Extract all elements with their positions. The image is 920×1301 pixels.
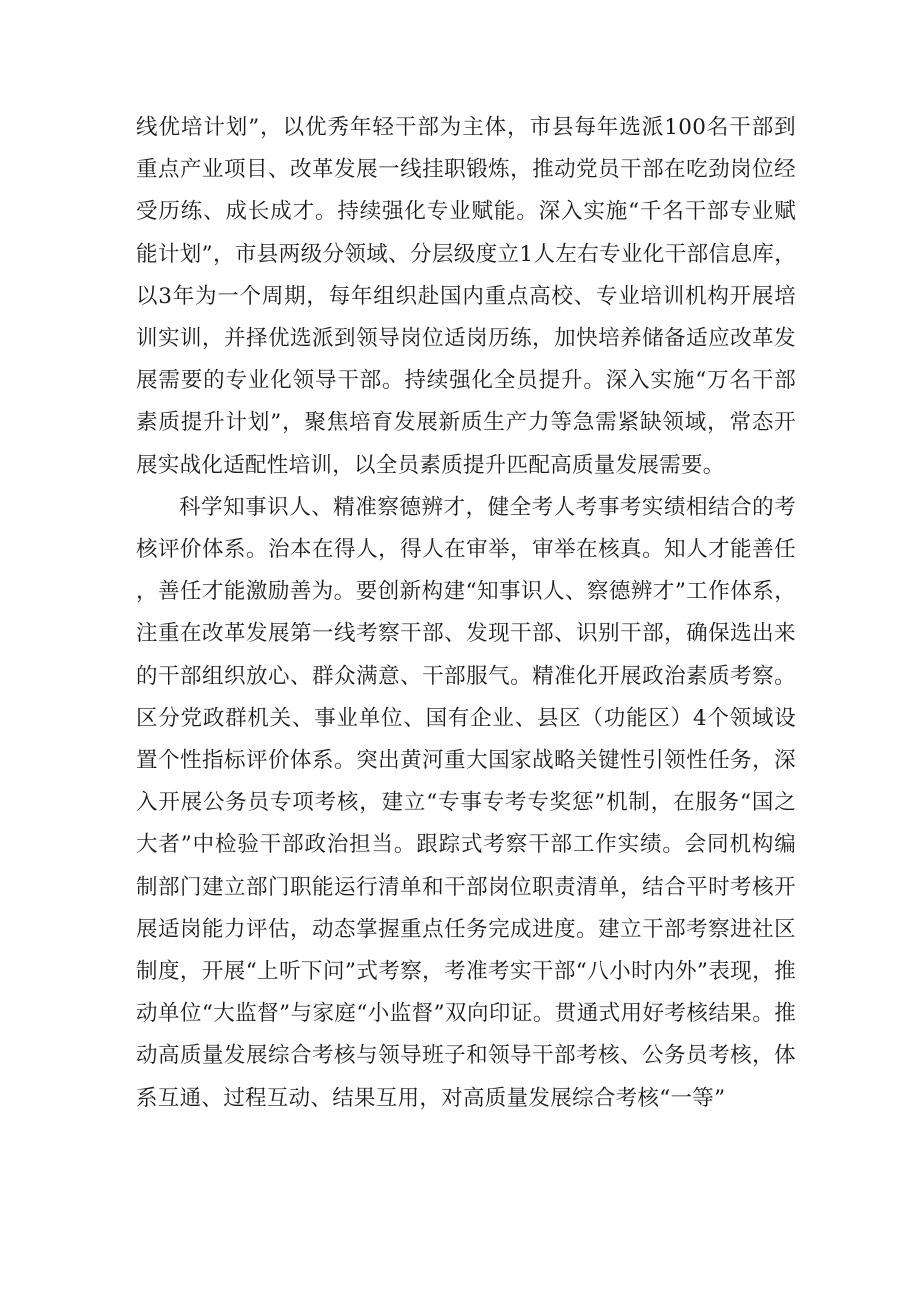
paragraph-evaluation-system: 科学知事识人、精准察德辨才，健全考人考事考实绩相结合的考核评价体系。治本在得人，得人在审举，审举在核真。知人才能善任，善任才能激励善为。要创新构建“知事识人、察德辨才”工作体系，注重在改革发展第一线考察干部、发现干部、识别干部，确保选出来的干部组织放心、群众满意、干部服气。精准化开展政治素质考察。区分党政群机关、事业单位、国有企业、县区（功能区）4个领域设置个性指标评价体系。突出黄河重大国家战略关键性引领性任务，深入开展公务员专项考核，建立“专事专考专奖惩”机制，在服务“国之大者”中检验干部政治担当。跟踪式考察干部工作实绩。会同机构编制部门建立部门职能运行清单和干部岗位职责清单，结合平时考核开展适岗能力评估，动态掌握重点任务完成进度。建立干部考察进社区制度，开展“上听下问”式考察，考准考实干部“八小时内外”表现，推动单位“大监督”与家庭“小监督”双向印证。贯通式用好考核结果。推动高质量发展综合考核与领导班子和领导干部考核、公务员考核，体系互通、过程互动、结果互用，对高质量发展综合考核“一等” [136,494,796,1111]
document-body [136,107,796,1120]
paragraph-continuation: 线优培计划”，以优秀年轻干部为主体，市县每年选派100名干部到重点产业项目、改革发展一线挂职锻炼，推动党员干部在吃劲岗位经受历练、成长成才。持续强化专业赋能。深入实施“千名干部专业赋能计划”，市县两级分领域、分层级度立1人左右专业化干部信息库，以3年为一个周期，每年组织赴国内重点高校、专业培训机构开展培训实训，并择优选派到领导岗位适岗历练，加快培养储备适应改革发展需要的专业化领导干部。持续强化全员提升。深入实施“万名干部素质提升计划”，聚焦培育发展新质生产力等急需紧缺领域，常态开展实战化适配性培训，以全员素质提升匹配高质量发展需要。 [136,115,796,478]
